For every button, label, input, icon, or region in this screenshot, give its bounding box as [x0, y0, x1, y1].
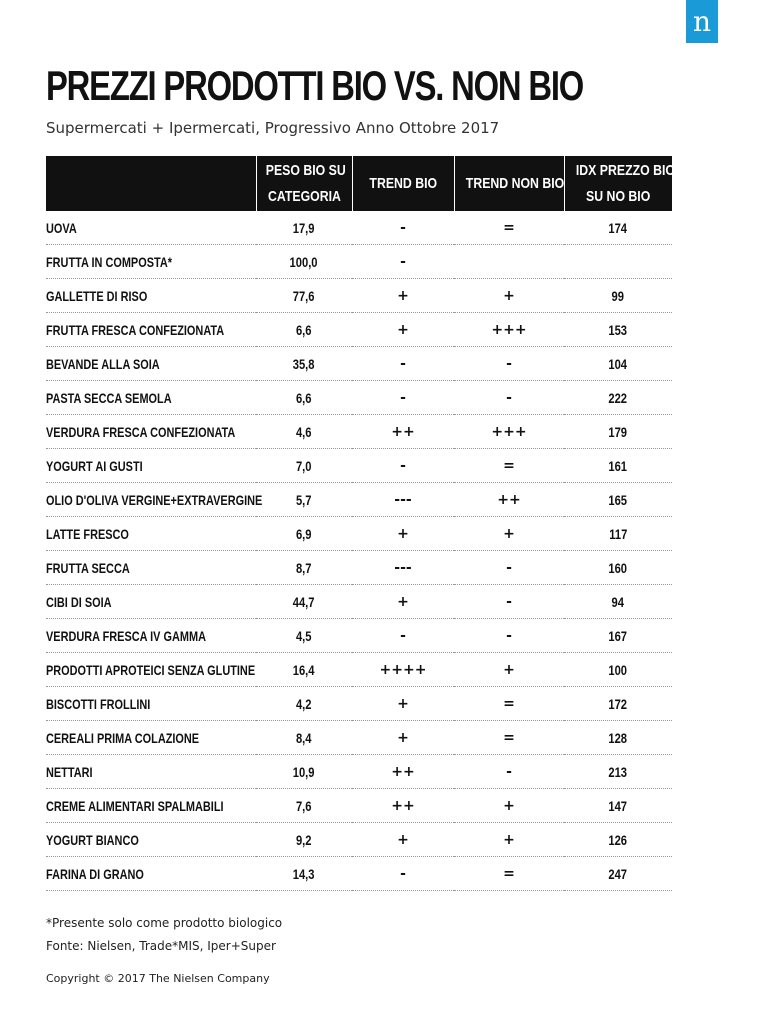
- peso-bio-value: 77,6: [293, 287, 315, 304]
- peso-bio-value-cell: [256, 347, 352, 381]
- table-row: [46, 313, 672, 347]
- product-name-cell: [46, 245, 256, 279]
- trend-bio-value-cell: [352, 517, 454, 551]
- page-title: PREZZI PRODOTTI BIO VS. NON BIO: [46, 62, 584, 109]
- product-name-cell: [46, 551, 256, 585]
- peso-bio-value: 44,7: [293, 593, 315, 610]
- source-note: Fonte: Nielsen, Trade*MIS, Iper+Super: [46, 939, 276, 953]
- trend-bio-value: +: [397, 593, 409, 610]
- peso-bio-value-cell: [256, 381, 352, 415]
- nielsen-logo-letter: n: [692, 4, 712, 38]
- peso-bio-value: 4,5: [296, 627, 312, 644]
- idx-prezzo-value-cell: [564, 585, 672, 619]
- product-name: FRUTTA IN COMPOSTA*: [46, 253, 172, 270]
- idx-prezzo-value-cell: [564, 687, 672, 721]
- product-name: YOGURT BIANCO: [46, 831, 139, 848]
- trend-bio-value-cell: [352, 245, 454, 279]
- peso-bio-value: 5,7: [296, 491, 312, 508]
- table-row: [46, 687, 672, 721]
- trend-non-bio-value-cell: [454, 755, 564, 789]
- product-name: NETTARI: [46, 763, 93, 780]
- product-name-cell: [46, 279, 256, 313]
- table-row: [46, 789, 672, 823]
- product-name: CIBI DI SOIA: [46, 593, 112, 610]
- copyright: Copyright © 2017 The Nielsen Company: [46, 972, 270, 985]
- column-header-peso: [256, 156, 352, 211]
- product-name: FARINA DI GRANO: [46, 865, 144, 882]
- peso-bio-value-cell: [256, 517, 352, 551]
- product-name: UOVA: [46, 219, 77, 236]
- product-name-cell: [46, 449, 256, 483]
- trend-non-bio-value: -: [506, 559, 512, 576]
- trend-bio-value-cell: [352, 585, 454, 619]
- idx-prezzo-value-cell: [564, 551, 672, 585]
- trend-bio-value: -: [400, 219, 406, 236]
- product-name: FRUTTA SECCA: [46, 559, 130, 576]
- peso-bio-value: 4,6: [296, 423, 312, 440]
- trend-non-bio-value: +: [503, 797, 515, 814]
- trend-bio-value-cell: [352, 687, 454, 721]
- idx-prezzo-value-cell: [564, 483, 672, 517]
- trend-bio-value: -: [400, 865, 406, 882]
- idx-prezzo-value-cell: [564, 211, 672, 245]
- peso-bio-value: 9,2: [296, 831, 312, 848]
- trend-bio-value: +: [397, 287, 409, 304]
- table-row: [46, 823, 672, 857]
- idx-prezzo-value: 153: [608, 321, 628, 338]
- peso-bio-value-cell: [256, 857, 352, 891]
- table-row: [46, 857, 672, 891]
- trend-bio-value-cell: [352, 381, 454, 415]
- product-name: FRUTTA FRESCA CONFEZIONATA: [46, 321, 225, 338]
- idx-prezzo-value: 167: [608, 627, 628, 644]
- product-name-cell: [46, 517, 256, 551]
- idx-prezzo-value-cell: [564, 517, 672, 551]
- product-name: YOGURT AI GUSTI: [46, 457, 143, 474]
- peso-bio-value: 7,0: [296, 457, 312, 474]
- trend-bio-value: -: [400, 627, 406, 644]
- product-name-cell: [46, 381, 256, 415]
- table-row: [46, 619, 672, 653]
- idx-prezzo-value-cell: [564, 789, 672, 823]
- idx-prezzo-value: 126: [608, 831, 628, 848]
- trend-non-bio-value-cell: [454, 823, 564, 857]
- peso-bio-value: 35,8: [293, 355, 315, 372]
- footnote: *Presente solo come prodotto biologico: [46, 916, 283, 930]
- trend-bio-value: -: [400, 457, 406, 474]
- table-row: [46, 551, 672, 585]
- page-subtitle: Supermercati + Ipermercati, Progressivo Anno Ottobre 2017: [46, 119, 500, 137]
- table-row: [46, 721, 672, 755]
- product-name-cell: [46, 687, 256, 721]
- product-name: CEREALI PRIMA COLAZIONE: [46, 729, 200, 746]
- peso-bio-value: 7,6: [296, 797, 312, 814]
- product-name-cell: [46, 721, 256, 755]
- idx-prezzo-value: 247: [608, 865, 628, 882]
- peso-bio-value: 4,2: [296, 695, 312, 712]
- trend-bio-value: -: [400, 253, 406, 270]
- trend-non-bio-value: ++: [497, 491, 521, 508]
- trend-non-bio-value: =: [503, 457, 515, 474]
- product-name: VERDURA FRESCA IV GAMMA: [46, 627, 206, 644]
- trend-bio-value: ++: [391, 763, 415, 780]
- trend-non-bio-value: =: [503, 695, 515, 712]
- product-name-cell: [46, 313, 256, 347]
- trend-bio-value-cell: [352, 619, 454, 653]
- peso-bio-value: 8,7: [296, 559, 312, 576]
- trend-non-bio-value: +: [503, 525, 515, 542]
- column-header-idx: [564, 156, 675, 211]
- trend-bio-value: ++++: [379, 661, 427, 678]
- column-header-trend-bio: [352, 156, 454, 211]
- trend-bio-value-cell: [352, 211, 454, 245]
- peso-bio-value-cell: [256, 585, 352, 619]
- peso-bio-value-cell: [256, 415, 352, 449]
- idx-prezzo-value-cell: [564, 823, 672, 857]
- column-header-peso-line1: PESO BIO SU: [265, 161, 346, 179]
- trend-bio-value-cell: [352, 857, 454, 891]
- idx-prezzo-value-cell: [564, 653, 672, 687]
- trend-non-bio-value: -: [506, 627, 512, 644]
- product-name: VERDURA FRESCA CONFEZIONATA: [46, 423, 236, 440]
- peso-bio-value: 6,9: [296, 525, 312, 542]
- idx-prezzo-value: 161: [608, 457, 628, 474]
- table-body: [46, 211, 672, 891]
- peso-bio-value-cell: [256, 687, 352, 721]
- table-row: [46, 755, 672, 789]
- trend-bio-value: -: [400, 389, 406, 406]
- peso-bio-value-cell: [256, 449, 352, 483]
- table-row: [46, 517, 672, 551]
- peso-bio-value-cell: [256, 483, 352, 517]
- nielsen-logo: [686, 0, 718, 43]
- peso-bio-value-cell: [256, 245, 352, 279]
- trend-bio-value-cell: [352, 789, 454, 823]
- trend-bio-value-cell: [352, 755, 454, 789]
- trend-non-bio-value-cell: [454, 211, 564, 245]
- idx-prezzo-value: 160: [608, 559, 628, 576]
- peso-bio-value: 8,4: [296, 729, 312, 746]
- trend-non-bio-value-cell: [454, 789, 564, 823]
- trend-non-bio-value-cell: [454, 857, 564, 891]
- peso-bio-value: 6,6: [296, 321, 312, 338]
- trend-bio-value-cell: [352, 483, 454, 517]
- peso-bio-value: 100,0: [289, 253, 319, 270]
- idx-prezzo-value: 222: [608, 389, 628, 406]
- column-header-product: [46, 156, 256, 211]
- product-name: GALLETTE DI RISO: [46, 287, 148, 304]
- product-name: BISCOTTI FROLLINI: [46, 695, 151, 712]
- peso-bio-value-cell: [256, 823, 352, 857]
- peso-bio-value-cell: [256, 755, 352, 789]
- trend-non-bio-value: =: [503, 219, 515, 236]
- idx-prezzo-value: 165: [608, 491, 628, 508]
- trend-bio-value: ++: [391, 797, 415, 814]
- trend-non-bio-value-cell: [454, 619, 564, 653]
- product-name-cell: [46, 823, 256, 857]
- trend-bio-value-cell: [352, 279, 454, 313]
- table-header-row: [46, 156, 672, 211]
- product-name: LATTE FRESCO: [46, 525, 129, 542]
- price-table: [46, 156, 675, 891]
- table-row: [46, 245, 672, 279]
- peso-bio-value-cell: [256, 551, 352, 585]
- trend-non-bio-value-cell: [454, 653, 564, 687]
- product-name-cell: [46, 483, 263, 517]
- idx-prezzo-value-cell: [564, 755, 672, 789]
- idx-prezzo-value: 99: [611, 287, 625, 304]
- product-name-cell: [46, 789, 256, 823]
- trend-non-bio-value-cell: [454, 517, 564, 551]
- trend-non-bio-value-cell: [454, 415, 564, 449]
- product-name: PRODOTTI APROTEICI SENZA GLUTINE: [46, 661, 256, 678]
- peso-bio-value: 14,3: [293, 865, 315, 882]
- trend-non-bio-value: -: [506, 389, 512, 406]
- trend-non-bio-value-cell: [454, 449, 564, 483]
- trend-non-bio-value-cell: [454, 483, 564, 517]
- idx-prezzo-value-cell: [564, 857, 672, 891]
- idx-prezzo-value: 100: [608, 661, 628, 678]
- trend-non-bio-value: +++: [491, 321, 527, 338]
- trend-non-bio-value-cell: [454, 347, 564, 381]
- trend-non-bio-value: -: [506, 593, 512, 610]
- trend-non-bio-value-cell: [454, 313, 564, 347]
- peso-bio-value-cell: [256, 653, 352, 687]
- product-name-cell: [46, 415, 256, 449]
- peso-bio-value-cell: [256, 789, 352, 823]
- trend-non-bio-value: =: [503, 865, 515, 882]
- product-name-cell: [46, 857, 256, 891]
- trend-non-bio-value-cell: [454, 687, 564, 721]
- trend-bio-value-cell: [352, 721, 454, 755]
- trend-non-bio-value: +: [503, 831, 515, 848]
- column-header-trend-non-bio-label: TREND NON BIO: [465, 174, 564, 192]
- idx-prezzo-value: 104: [608, 355, 628, 372]
- product-name: BEVANDE ALLA SOIA: [46, 355, 160, 372]
- trend-non-bio-value-cell: [454, 279, 564, 313]
- product-name-cell: [46, 585, 256, 619]
- idx-prezzo-value-cell: [564, 415, 672, 449]
- idx-prezzo-value-cell: [564, 619, 672, 653]
- idx-prezzo-value: 179: [608, 423, 628, 440]
- trend-non-bio-value: +++: [491, 423, 527, 440]
- table-row: [46, 449, 672, 483]
- idx-prezzo-value: 128: [608, 729, 628, 746]
- column-header-trend-bio-label: TREND BIO: [369, 174, 437, 192]
- trend-bio-value: +: [397, 831, 409, 848]
- product-name-cell: [46, 653, 256, 687]
- table-row: [46, 381, 672, 415]
- table-row: [46, 211, 672, 245]
- trend-non-bio-value-cell: [454, 245, 564, 279]
- peso-bio-value-cell: [256, 721, 352, 755]
- idx-prezzo-value-cell: [564, 245, 672, 279]
- idx-prezzo-value: 213: [608, 763, 628, 780]
- trend-non-bio-value: -: [506, 763, 512, 780]
- column-header-idx-line1: IDX PREZZO BIO: [575, 161, 675, 179]
- table-row: [46, 347, 672, 381]
- trend-bio-value: +: [397, 729, 409, 746]
- column-header-trend-non-bio: [454, 156, 564, 211]
- idx-prezzo-value-cell: [564, 347, 672, 381]
- peso-bio-value-cell: [256, 211, 352, 245]
- trend-non-bio-value: +: [503, 661, 515, 678]
- table-row: [46, 585, 672, 619]
- product-name: PASTA SECCA SEMOLA: [46, 389, 172, 406]
- product-name: CREME ALIMENTARI SPALMABILI: [46, 797, 224, 814]
- peso-bio-value-cell: [256, 279, 352, 313]
- idx-prezzo-value: 174: [608, 219, 628, 236]
- trend-bio-value-cell: [352, 415, 454, 449]
- product-name-cell: [46, 211, 256, 245]
- trend-bio-value-cell: [352, 313, 454, 347]
- table-row: [46, 483, 672, 517]
- trend-bio-value: ---: [394, 491, 412, 508]
- table-row: [46, 279, 672, 313]
- peso-bio-value: 17,9: [293, 219, 315, 236]
- trend-bio-value: +: [397, 525, 409, 542]
- trend-non-bio-value: =: [503, 729, 515, 746]
- idx-prezzo-value: 117: [608, 525, 628, 542]
- column-header-idx-line2: SU NO BIO: [586, 187, 651, 205]
- trend-non-bio-value-cell: [454, 551, 564, 585]
- trend-bio-value: ---: [394, 559, 412, 576]
- trend-bio-value-cell: [352, 551, 454, 585]
- column-header-peso-line2: CATEGORIA: [267, 187, 341, 205]
- peso-bio-value: 10,9: [293, 763, 315, 780]
- trend-bio-value-cell: [352, 823, 454, 857]
- trend-bio-value: ++: [391, 423, 415, 440]
- table-row: [46, 415, 672, 449]
- trend-bio-value-cell: [352, 347, 454, 381]
- idx-prezzo-value-cell: [564, 449, 672, 483]
- trend-non-bio-value-cell: [454, 585, 564, 619]
- product-name: OLIO D'OLIVA VERGINE+EXTRAVERGINE: [46, 491, 263, 508]
- peso-bio-value: 16,4: [293, 661, 315, 678]
- idx-prezzo-value-cell: [564, 721, 672, 755]
- trend-bio-value-cell: [352, 449, 454, 483]
- idx-prezzo-value-cell: [564, 279, 672, 313]
- trend-bio-value-cell: [352, 653, 454, 687]
- idx-prezzo-value: 147: [608, 797, 628, 814]
- trend-non-bio-value-cell: [454, 381, 564, 415]
- trend-non-bio-value: +: [503, 287, 515, 304]
- product-name-cell: [46, 619, 256, 653]
- trend-bio-value: -: [400, 355, 406, 372]
- table-row: [46, 653, 672, 687]
- trend-bio-value: +: [397, 695, 409, 712]
- peso-bio-value: 6,6: [296, 389, 312, 406]
- idx-prezzo-value-cell: [564, 381, 672, 415]
- idx-prezzo-value: 94: [611, 593, 625, 610]
- trend-non-bio-value: -: [506, 355, 512, 372]
- idx-prezzo-value-cell: [564, 313, 672, 347]
- peso-bio-value-cell: [256, 313, 352, 347]
- idx-prezzo-value: 172: [608, 695, 628, 712]
- peso-bio-value-cell: [256, 619, 352, 653]
- trend-non-bio-value-cell: [454, 721, 564, 755]
- product-name-cell: [46, 347, 256, 381]
- product-name-cell: [46, 755, 256, 789]
- trend-bio-value: +: [397, 321, 409, 338]
